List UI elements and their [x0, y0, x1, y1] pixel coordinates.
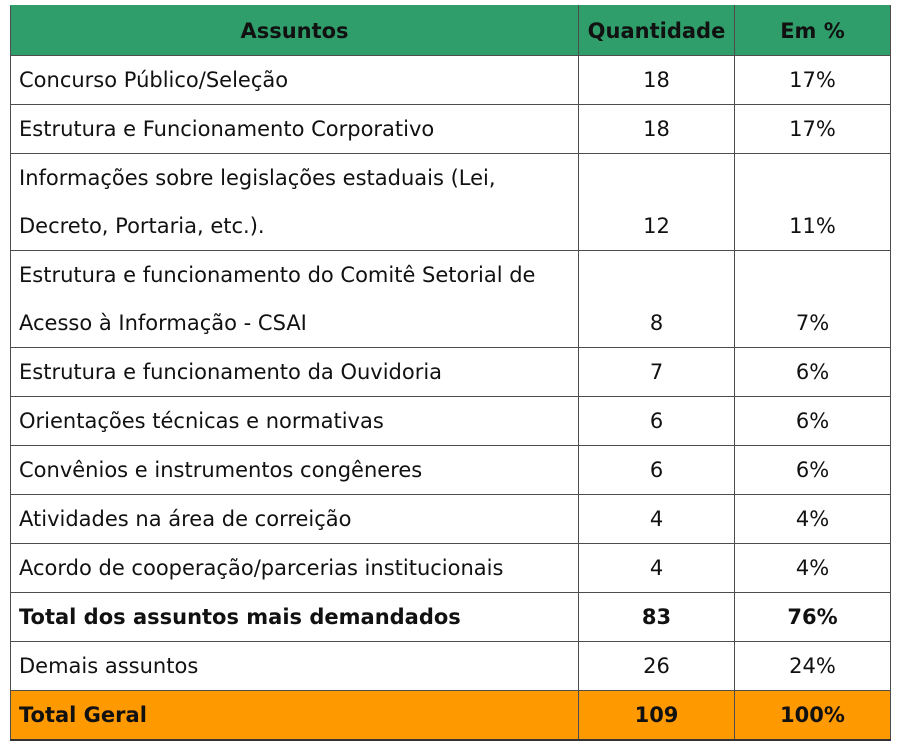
table-row: [11, 397, 891, 446]
row-assunto: [11, 251, 579, 348]
row-percentual: 4%: [735, 495, 891, 544]
row-assunto: Estrutura e Funcionamento Corporativo: [11, 105, 579, 154]
row-percentual: 6%: [735, 348, 891, 397]
row-quantidade: 7: [579, 348, 735, 397]
table-row: [11, 105, 891, 154]
row-percentual: 17%: [735, 56, 891, 105]
row-assunto-line-1: Estrutura e funcionamento do Comitê Setorial de: [19, 263, 536, 287]
row-assunto: Orientações técnicas e normativas: [11, 397, 579, 446]
subtotal-assunto: Total dos assuntos mais demandados: [11, 593, 579, 642]
grand-total-row: [11, 691, 891, 741]
row-quantidade: 8: [579, 251, 735, 348]
row-percentual: 17%: [735, 105, 891, 154]
row-assunto-line-2: Decreto, Portaria, etc.).: [19, 214, 265, 238]
row-assunto: Convênios e instrumentos congêneres: [11, 446, 579, 495]
subtotal-percentual: 76%: [735, 593, 891, 642]
table-row: [11, 348, 891, 397]
row-assunto: Acordo de cooperação/parcerias institucionais: [11, 544, 579, 593]
subtotal-quantidade: 83: [579, 593, 735, 642]
row-quantidade: 12: [579, 154, 735, 251]
row-quantidade: 18: [579, 105, 735, 154]
others-quantidade: 26: [579, 642, 735, 691]
row-percentual: 6%: [735, 446, 891, 495]
others-percentual: 24%: [735, 642, 891, 691]
row-quantidade: 4: [579, 495, 735, 544]
row-assunto: Atividades na área de correição: [11, 495, 579, 544]
table-header-row: [11, 6, 891, 56]
others-row: [11, 642, 891, 691]
table-row: [11, 251, 891, 348]
row-percentual: 7%: [735, 251, 891, 348]
header-quantidade: Quantidade: [579, 6, 735, 56]
table-row: [11, 56, 891, 105]
row-quantidade: 6: [579, 446, 735, 495]
header-assuntos: Assuntos: [11, 6, 579, 56]
row-percentual: 4%: [735, 544, 891, 593]
table-row: [11, 544, 891, 593]
row-quantidade: 4: [579, 544, 735, 593]
table-row: [11, 154, 891, 251]
header-percentual: Em %: [735, 6, 891, 56]
row-assunto-line-2: Acesso à Informação - CSAI: [19, 311, 307, 335]
grand-total-percentual: 100%: [735, 691, 891, 741]
table-row: [11, 446, 891, 495]
row-assunto: Concurso Público/Seleção: [11, 56, 579, 105]
table-row: [11, 495, 891, 544]
row-percentual: 6%: [735, 397, 891, 446]
row-quantidade: 18: [579, 56, 735, 105]
row-assunto: Estrutura e funcionamento da Ouvidoria: [11, 348, 579, 397]
subjects-table: [10, 5, 891, 741]
row-assunto-line-1: Informações sobre legislações estaduais (Lei,: [19, 166, 496, 190]
row-assunto: [11, 154, 579, 251]
grand-total-assunto: Total Geral: [11, 691, 579, 741]
grand-total-quantidade: 109: [579, 691, 735, 741]
subtotal-row: [11, 593, 891, 642]
row-percentual: 11%: [735, 154, 891, 251]
others-assunto: Demais assuntos: [11, 642, 579, 691]
row-quantidade: 6: [579, 397, 735, 446]
